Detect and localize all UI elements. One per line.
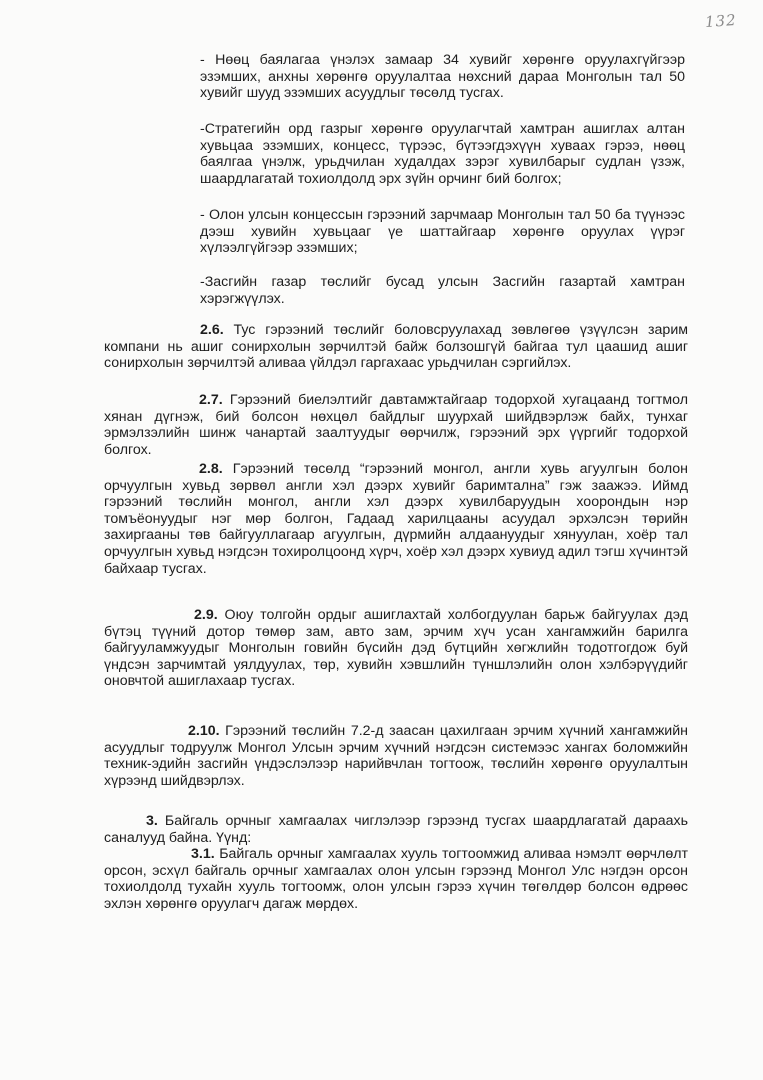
bullet-paragraph: -Засгийн газар төслийг бусад улсын Засгийн газартай хамтран хэрэгжүүлэх. [200,274,685,307]
section-2-8 [104,461,688,577]
section-number: 2.8. [199,461,223,477]
section-3-1 [104,846,688,912]
section-3 [104,813,688,846]
section-2-6 [104,322,688,372]
section-text: Байгаль орчныг хамгаалах хууль тогтоомжид аливаа нэмэлт өөрчлөлт орсон, эсхүл байгаль орчныг хамгаалах олон улсын гэрээнд Монгол Улс нэгдэн орсон тохиолдолд тухайн хууль тогтоомж, олон улсын гэрээ хүчин төгөлдөр болсон өдрөөс эхлэн хөрөнгө оруулагч дагаж мөрдөх. [104,846,688,912]
section-text: Байгаль орчныг хамгаалах чиглэлээр гэрээнд тусгах шаардлагатай дараахь саналууд байна. Үүнд: [104,813,688,846]
section-number: 2.9. [194,607,218,623]
bullet-paragraph: - Олон улсын концессын гэрээний зарчмаар Монголын тал 50 ба түүнээс дээш хувийн хувьцааг үе шаттайгаар хөрөнгө оруулах үүрэг хүлээлгүйгээр эзэмших; [200,207,685,257]
section-text: Оюу толгойн ордыг ашиглахтай холбогдуулан барьж байгуулах дэд бүтэц түүний дотор төмөр зам, авто зам, эрчим хүч усан хангамжийн барилга байгууламжуудыг Монголын говийн бүсийн дэд бүтцийн хөгжлийн тодотгогдож буй үндсэн зарчимтай уялдуулах, төр, хувийн хэвшлийн түншлэлийн олон хэлбэрүүдийг оновчтой ашиглахаар тусгах. [104,607,688,690]
bullet-paragraph: -Стратегийн орд газрыг хөрөнгө оруулагчтай хамтран ашиглах алтан хувьцаа эзэмших, концесс, түрээс, бүтээгдэхүүн хуваах гэрээ, нөөц баялгаа үнэлж, урьдчилан худалдах зэрэг хувилбарыг судлан үзэж, шаардлагатай тохиолдолд эрх зүйн орчинг бий болгох; [200,121,685,187]
section-number: 2.6. [200,322,224,338]
section-number: 3.1. [191,846,215,862]
section-text: Гэрээний биелэлтийг давтамжтайгаар тодорхой хугацаанд тогтмол хянан дүгнэж, бий болсон нөхцөл байдлыг шуурхай шийдвэрлэж байх, тунхаг эрмэлзэлийн шинж чанартай заалтуудыг өөрчилж, гэрээний эрх үүргийг тодорхой болгох. [104,392,688,458]
section-text: Гэрээний төсөлд “гэрээний монгол, англи хувь агуулгын болон орчуулгын хувьд зөрвөл англи хэл дээрх хувийг баримтална” гэж заажээ. Иймд гэрээний төслийн монгол, англи хэл дээрх хувилбаруудын хоорондын нэр томъёонуудыг нэг мөр болгон, Гадаад харилцааны асуудал эрхэлсэн төрийн захиргааны төв байгууллагаар агуулгын, дүрмийн алдаануудыг хянуулан, хоёр тал орчуулгын хувьд нэгдсэн тохиролцоонд хүрч, хоёр хэл дээрх хувиуд адил тэгш хүчинтэй байхаар тусгах. [104,461,688,577]
bullet-paragraph: - Нөөц баялагаа үнэлэх замаар 34 хувийг хөрөнгө оруулахгүйгээр эзэмших, анхны хөрөнгө оруулалтаа нөхсний дараа Монголын тал 50 хувийг шууд эзэмших асуудлыг төсөлд тусгах. [200,52,685,102]
section-number: 2.7. [199,392,223,408]
section-number: 2.10. [188,723,220,739]
section-2-10 [104,723,688,789]
section-2-7 [104,392,688,458]
section-text: Гэрээний төслийн 7.2-д заасан цахилгаан эрчим хүчний хангамжийн асуудлыг тодруулж Монгол Улсын эрчим хүчний нэгдсэн системээс хангах боломжийн техник-эдийн засгийн үндэслэлээр нарийвчлан тогтоож, төслийн хөрөнгө оруулалтын хүрээнд шийдвэрлэх. [104,723,688,789]
section-text: Тус гэрээний төслийг боловсруулахад зөвлөгөө үзүүлсэн зарим компани нь ашиг сонирхолын зөрчилтэй байж болзошгүй байгаа тул цаашид ашиг сонирхолын зөрчилтэй аливаа үйлдэл гаргахаас урьдчилан сэргийлэх. [104,322,688,372]
section-2-9 [104,607,688,690]
page-number: 132 [704,10,738,32]
section-number: 3. [146,813,158,829]
